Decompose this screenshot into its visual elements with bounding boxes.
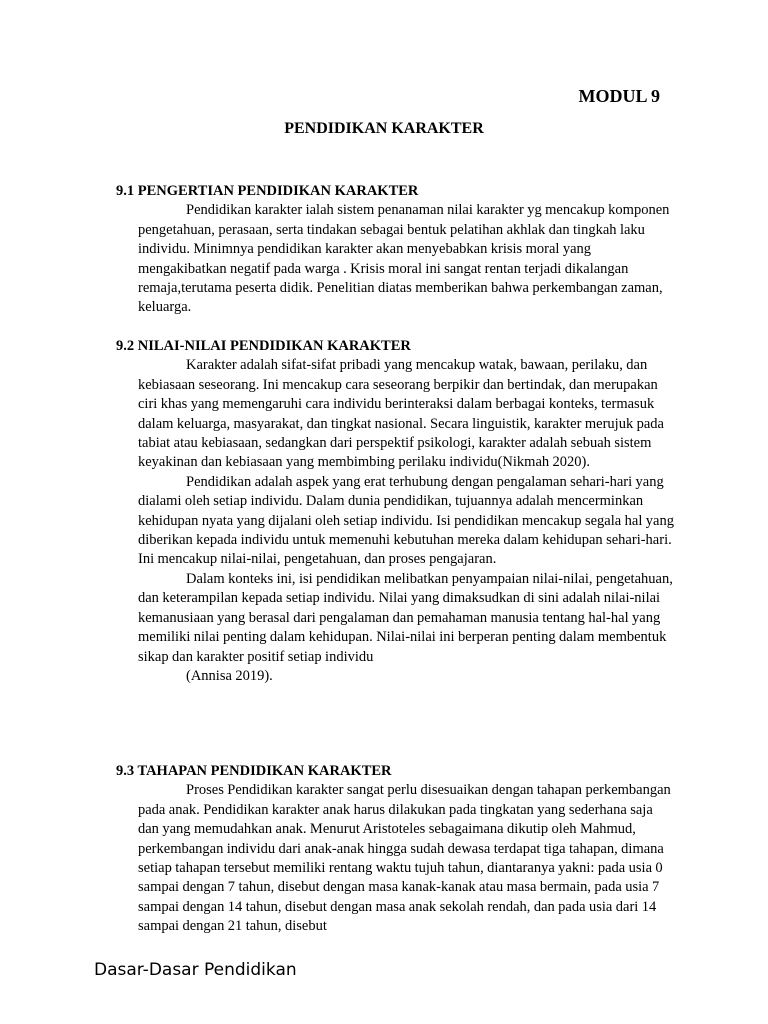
section-9-3 [116,762,676,937]
citation: (Annisa 2019). [186,667,273,684]
chapter-title: PENDIDIKAN KARAKTER [284,120,484,137]
section-heading: 9.3 TAHAPAN PENDIDIKAN KARAKTER [116,763,392,779]
module-label: MODUL 9 [578,86,660,106]
section-body [138,781,676,936]
paragraph: Pendidikan karakter ialah sistem penanaman nilai karakter yg mencakup komponen pengetahuan, perasaan, serta tindakan sebagai bentuk pelatihan akhlak dan tingkah laku individu. Minimnya pendidikan karakter akan menyebabkan krisis moral yang mengakibatkan negatif pada warga . Krisis moral ini sangat rentan terjadi dikalangan remaja,terutama peserta didik. Penelitian diatas memberikan bahwa perkembangan zaman, keluarga. [138,202,670,316]
section-body [138,201,676,317]
section-9-1 [116,182,676,318]
paragraph: Proses Pendidikan karakter sangat perlu disesuaikan dengan tahapan perkembangan pada anak. Pendidikan karakter anak harus dilakukan pada tingkatan yang sederhana saja dan yang memudahkan anak. Menurut Aristoteles sebagaimana dikutip oleh Mahmud, perkembangan individu dari anak-anak hingga sudah dewasa terdapat tiga tahapan, dimana setiap tahapan tersebut memiliki rentang waktu tujuh tahun, diantaranya yakni: pada usia 0 sampai dengan 7 tahun, disebut dengan masa kanak-kanak atau masa bermain, pada usia 7 sampai dengan 14 tahun, disebut dengan masa anak sekolah rendah, dan pada usia dari 14 sampai dengan 21 tahun, disebut [138,782,671,935]
page-footer: Dasar-Dasar Pendidikan [94,960,297,980]
section-heading: 9.2 NILAI-NILAI PENDIDIKAN KARAKTER [116,338,411,354]
paragraph: Pendidikan adalah aspek yang erat terhubung dengan pengalaman sehari-hari yang dialami oleh setiap individu. Dalam dunia pendidikan, tujuannya adalah mencerminkan kehidupan nyata yang dijalani oleh setiap individu. Isi pendidikan mencakup segala hal yang diberikan kepada individu untuk memenuhi kebutuhan mereka dalam kehidupan sehari-hari. Ini mencakup nilai-nilai, pengetahuan, dan proses pengajaran. [138,473,674,568]
paragraph: Karakter adalah sifat-sifat pribadi yang mencakup watak, bawaan, perilaku, dan kebiasaan seseorang. Ini mencakup cara seseorang berpikir dan bertindak, dan merupakan ciri khas yang memengaruhi cara individu berinteraksi dalam berbagai konteks, termasuk dalam keluarga, masyarakat, dan tingkat nasional. Secara linguistik, karakter merujuk pada tabiat atau kebiasaan, sedangkan dari perspektif psikologi, karakter adalah sebuah sistem keyakinan dan kebiasaan yang membimbing perilaku individu(Nikmah 2020). [138,357,664,471]
section-9-2 [116,337,676,686]
paragraph: Dalam konteks ini, isi pendidikan melibatkan penyampaian nilai-nilai, pengetahuan, dan keterampilan kepada setiap individu. Nilai yang dimaksudkan di sini adalah nilai-nilai kemanusiaan yang berasal dari pengalaman dan pemahaman manusia tentang hal-hal yang memiliki nilai penting dalam kehidupan. Nilai-nilai ini berperan penting dalam membentuk sikap dan karakter positif setiap individu [138,570,673,665]
section-heading: 9.1 PENGERTIAN PENDIDIKAN KARAKTER [116,183,419,199]
section-body [138,356,676,686]
